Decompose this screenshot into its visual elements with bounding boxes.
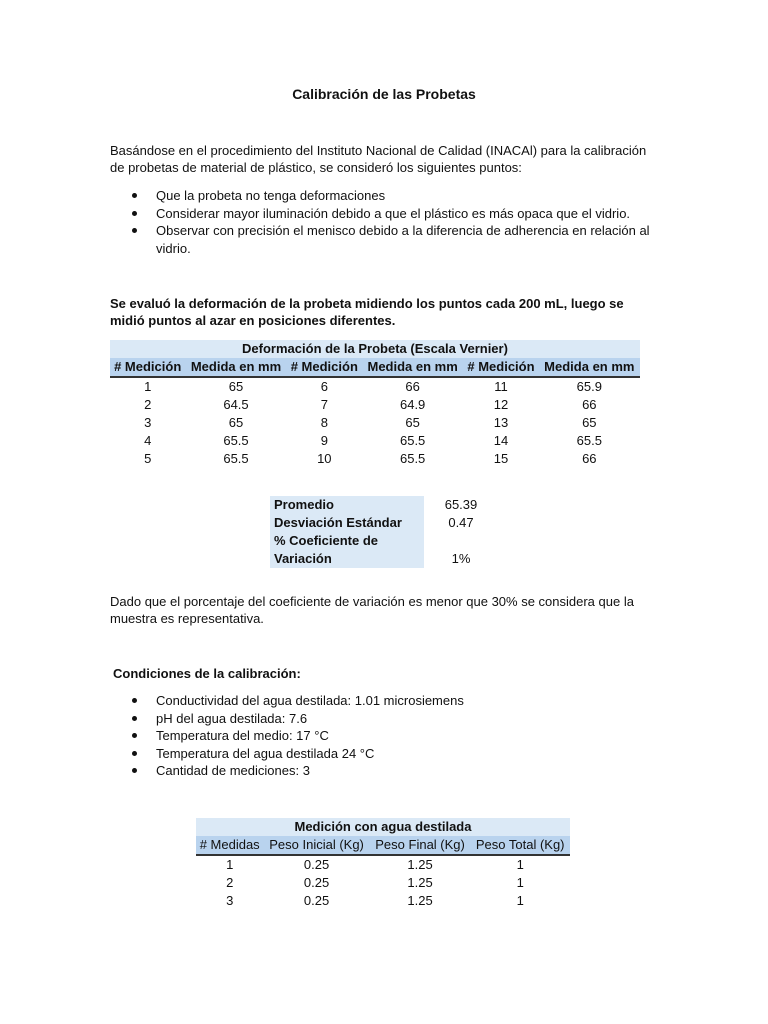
- table-cell: 3: [226, 893, 234, 908]
- column-header: # Medidas: [196, 836, 263, 855]
- table-cell: 1: [516, 875, 524, 890]
- table-row: [270, 496, 498, 514]
- table-cell: 10: [317, 451, 332, 466]
- list-item: Considerar mayor iluminación debido a que el plástico es más opaca que el vidrio.: [110, 205, 650, 223]
- table-cell: 65.5: [576, 433, 602, 448]
- table-row: [196, 874, 570, 892]
- table-cell: 65.5: [223, 451, 249, 466]
- table-row: [110, 414, 640, 432]
- table-cell: 7: [320, 397, 328, 412]
- column-header: # Medición: [287, 358, 362, 377]
- table-row: [110, 396, 640, 414]
- column-header: # Medición: [110, 358, 185, 377]
- promedio-value: 65.39: [444, 497, 478, 512]
- column-header: Peso Final (Kg): [370, 836, 471, 855]
- list-item: pH del agua destilada: 7.6: [110, 710, 650, 728]
- table-cell: 65.5: [399, 451, 426, 466]
- promedio-label: Promedio: [270, 496, 424, 514]
- table-cell: 1: [516, 857, 524, 872]
- table-cell: 6: [320, 379, 328, 394]
- table-cell: 13: [493, 415, 509, 430]
- table-cell: 2: [226, 875, 234, 890]
- list-item: Temperatura del medio: 17 °C: [110, 727, 650, 745]
- page-title: Calibración de las Probetas: [292, 86, 476, 102]
- table-cell: 0.25: [303, 857, 330, 872]
- column-header: Peso Inicial (Kg): [263, 836, 369, 855]
- desviacion-value: 0.47: [448, 515, 474, 530]
- table-cell: 65: [582, 415, 597, 430]
- table-row: [270, 532, 498, 568]
- cv-label-line-1: % Coeficiente de: [274, 533, 379, 548]
- table-caption: Deformación de la Probeta (Escala Vernier): [110, 340, 640, 358]
- table-cell: 65.5: [223, 433, 249, 448]
- list-item: Observar con precisión el menisco debido a la diferencia de adherencia en relación al vidrio.: [110, 222, 650, 257]
- column-header: Medida en mm: [185, 358, 286, 377]
- column-header: # Medición: [463, 358, 538, 377]
- table-cell: 4: [144, 433, 152, 448]
- table-cell: 11: [494, 379, 508, 394]
- water-measurement-table: [196, 818, 570, 910]
- list-item: Que la probeta no tenga deformaciones: [110, 187, 650, 205]
- table-caption: Medición con agua destilada: [196, 818, 570, 836]
- table-cell: 0.25: [303, 875, 330, 890]
- column-header: Medida en mm: [539, 358, 640, 377]
- column-header: Peso Total (Kg): [470, 836, 570, 855]
- table-cell: 0.25: [303, 893, 330, 908]
- table-cell: 1.25: [407, 875, 433, 890]
- conditions-title: Condiciones de la calibración:: [113, 666, 301, 681]
- method-paragraph: Se evaluó la deformación de la probeta midiendo los puntos cada 200 mL, luego se midió puntos al azar en posiciones diferentes.: [110, 296, 624, 328]
- table-cell: 66: [582, 451, 597, 466]
- table-row: [110, 432, 640, 450]
- desviacion-label: Desviación Estándar: [270, 514, 424, 532]
- table-cell: 1.25: [407, 893, 433, 908]
- table-cell: 65: [228, 379, 244, 394]
- points-list: [110, 187, 650, 257]
- table-cell: 66: [405, 379, 420, 394]
- table-cell: 65: [405, 415, 420, 430]
- table-cell: 1.25: [407, 857, 433, 872]
- table-cell: 5: [144, 451, 152, 466]
- table-cell: 65: [228, 415, 244, 430]
- table-cell: 64.5: [223, 397, 249, 412]
- statistics-table: [270, 496, 498, 568]
- table-cell: 65.5: [399, 433, 426, 448]
- table-row: [196, 855, 570, 874]
- table-cell: 9: [320, 433, 328, 448]
- column-header: Medida en mm: [362, 358, 463, 377]
- table-cell: 3: [144, 415, 152, 430]
- list-item: Conductividad del agua destilada: 1.01 microsiemens: [110, 692, 650, 710]
- table-cell: 8: [320, 415, 328, 430]
- cv-value: 1%: [451, 551, 471, 566]
- list-item: Temperatura del agua destilada 24 °C: [110, 745, 650, 763]
- table-cell: 1: [226, 857, 234, 872]
- table-cell: 66: [582, 397, 597, 412]
- table-cell: 2: [144, 397, 152, 412]
- table-cell: 1: [144, 379, 152, 394]
- table-cell: 12: [493, 397, 509, 412]
- conclusion-paragraph: Dado que el porcentaje del coeficiente de variación es menor que 30% se considera que la muestra es representativa.: [110, 594, 634, 626]
- table-row: [110, 450, 640, 468]
- table-row: [110, 377, 640, 396]
- table-cell: 64.9: [399, 397, 426, 412]
- table-cell: 14: [493, 433, 509, 448]
- table-row: [196, 892, 570, 910]
- table-cell: 65.9: [576, 379, 602, 394]
- conditions-list: [110, 692, 650, 780]
- table-row: [270, 514, 498, 532]
- cv-label: [270, 532, 424, 568]
- table-cell: 15: [493, 451, 509, 466]
- deformation-table: [110, 340, 640, 468]
- table-cell: 1: [516, 893, 524, 908]
- cv-label-line-2: Variación: [274, 551, 332, 566]
- list-item: Cantidad de mediciones: 3: [110, 762, 650, 780]
- intro-paragraph: Basándose en el procedimiento del Instituto Nacional de Calidad (INACAl) para la calibración de probetas de material de plástico, se consideró los siguientes puntos:: [110, 143, 647, 175]
